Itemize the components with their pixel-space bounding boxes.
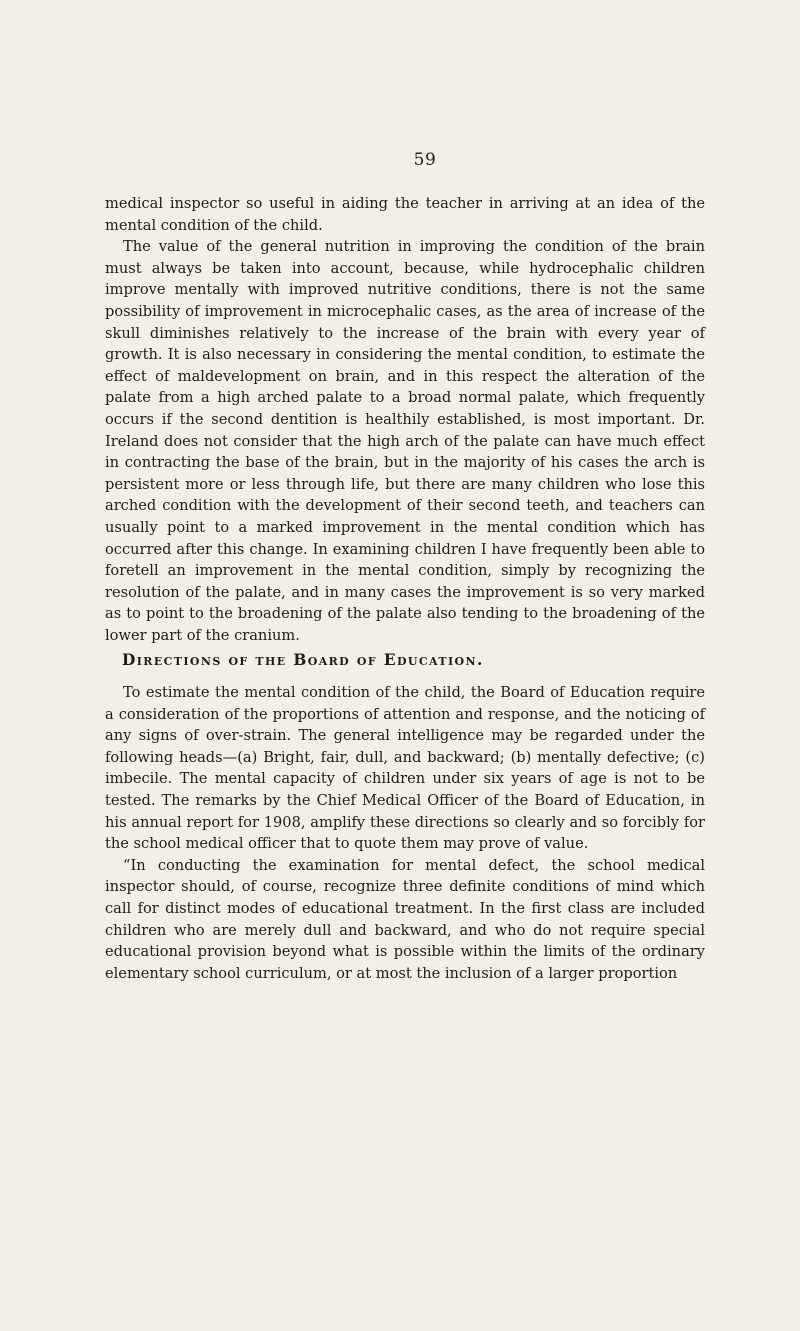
paragraph-nutrition-and-palate: The value of the general nutrition in improving the condition of the brain must always be taken into account, because, while hydrocephalic children improve mentally with improved nutritive conditions, there is not the same possibility of improvement in microcephalic cases, as the area of increase of the skull diminishes relatively to the increase of the brain with every year of growth. It is also necessary in considering the mental condition, to estimate the effect of maldevelopment on brain, and in this respect the alteration of the palate from a high arched palate to a broad normal palate, which frequently occurs if the second dentition is healthily established, is most important. Dr. Ireland does not consider that the high arch of the palate can have much effect in contracting the base of the brain, but in the majority of his cases the arch is persistent more or less through life, but there are many children who lose this arched condition with the development of their second teeth, and teachers can usually point to a marked improvement in the mental condition which has occurred after this change. In examining children I have frequently been able to foretell an improvement in the mental condition, simply by recognizing the resolution of the palate, and in many cases the improvement is so very marked as to point to the broadening of the palate also tending to the broadening of the lower part of the cranium.: [105, 238, 705, 644]
page-body: [105, 193, 705, 984]
page-number: 59: [413, 150, 437, 170]
section-heading: Directions of the Board of Education.: [122, 651, 484, 670]
paragraph-board-directions: To estimate the mental condition of the child, the Board of Education require a consideration of the proportions of attention and response, and the noticing of any signs of over-strain. The general intelligence may be regarded under the following heads—(a) Bright, fair, dull, and backward; (b) mentally defective; (c) imbecile. The mental capacity of children under six years of age is not to be tested. The remarks by the Chief Medical Officer of the Board of Education, in his annual report for 1908, amplify these directions so clearly and so forcibly for the school medical officer that to quote them may prove of value.: [105, 684, 705, 853]
paragraph-quoted-report: “In conducting the examination for mental defect, the school medical inspector should, of course, recognize three definite conditions of mind which call for distinct modes of educational treatment. In the first class are included children who are merely dull and backward, and who do not require special educational provision beyond what is possible within the limits of the ordinary elementary school curriculum, or at most the inclusion of a larger proportion: [105, 856, 705, 982]
paragraph-continuation: medical inspector so useful in aiding the teacher in arriving at an idea of the mental condition of the child.: [105, 195, 705, 234]
